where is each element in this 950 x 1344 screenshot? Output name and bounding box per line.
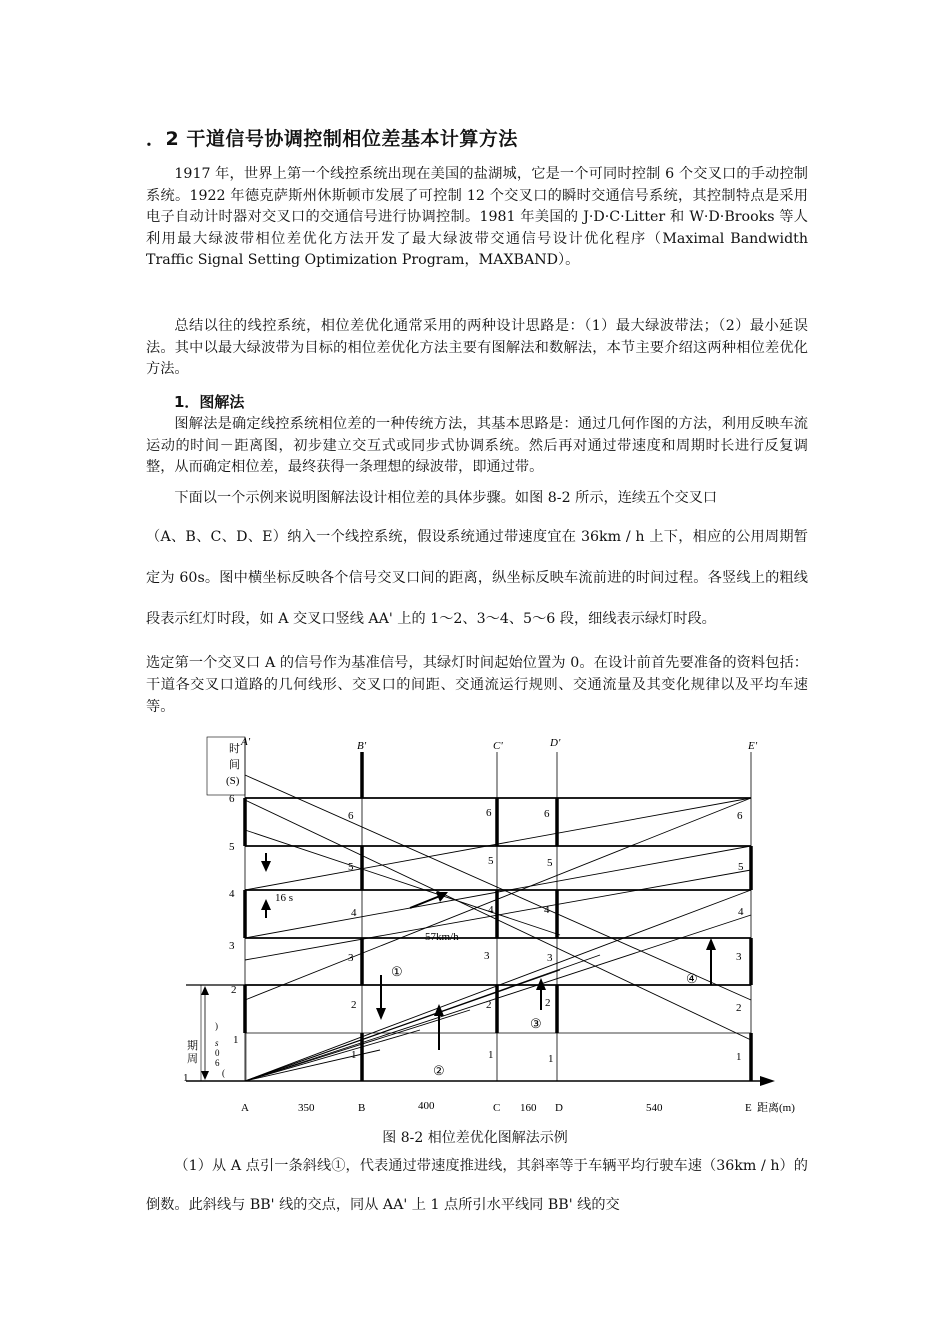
D-4: 4 — [544, 904, 550, 916]
dist-BC: 400 — [418, 1100, 435, 1112]
x-label-A: A — [241, 1102, 249, 1114]
C-1: 1 — [488, 1049, 494, 1061]
paragraph-step-1: （1）从 A 点引一条斜线①，代表通过带速度推进线，其斜率等于车辆平均行驶车速（36km / h）的倒数。此斜线与 BB' 线的交点，同从 AA' 上 1 点所引水平线同 BB' 线的交 — [146, 1158, 808, 1213]
circled-1: ① — [391, 964, 403, 979]
arrow-down-icon — [376, 1008, 386, 1020]
x-label-D: D — [555, 1102, 563, 1114]
y-label-2: 间 — [229, 759, 240, 771]
B-6: 6 — [348, 810, 354, 822]
B-3: 3 — [348, 952, 354, 964]
x-label-B: B — [358, 1102, 366, 1114]
cycle-label-3: ) — [215, 1021, 218, 1031]
E-5: 5 — [738, 861, 744, 873]
C-3: 3 — [484, 950, 490, 962]
B-1: 1 — [351, 1049, 357, 1061]
tick-5: 5 — [229, 841, 235, 853]
label-D-prime: D' — [550, 737, 561, 749]
x-label-C: C — [493, 1102, 501, 1114]
label-B-prime: B' — [357, 740, 367, 752]
dist-AB: 350 — [298, 1102, 315, 1114]
speed-label: 57km/h — [425, 931, 459, 943]
B-2: 2 — [351, 999, 357, 1011]
cycle-label-2: 周 — [187, 1053, 198, 1065]
D-1: 1 — [548, 1053, 554, 1065]
D-3: 3 — [547, 952, 553, 964]
x-axis-arrow-icon — [760, 1076, 775, 1086]
diagram-labels — [183, 736, 795, 1114]
interval-label: 16 s — [275, 892, 294, 904]
tick-6: 6 — [229, 793, 235, 805]
paragraph-history: 1917 年，世界上第一个线控系统出现在美国的盐湖城，它是一个可同时控制 6 个交叉口的手动控制系统。1922 年德克萨斯州休斯顿市发展了可控制 12 个交叉口的瞬时交通信号系统，其控制特点是采用电子自动计时器对交叉口的交通信号进行协调控制。1981 年美国的 J·D·C·Litter 和 W·D·Brooks 等人利用最大绿波带相位差优化方法开发了最大绿波带交通信号设计优化程序（Maximal Bandwidth Traffic Signal Setting Optimization Program，MAXBAND）。 — [146, 166, 808, 269]
arrow-up-icon — [434, 1004, 444, 1016]
E-1: 1 — [736, 1051, 742, 1063]
D-2: 2 — [545, 997, 551, 1009]
B-4: 4 — [351, 907, 357, 919]
D-6: 6 — [544, 808, 550, 820]
circled-4: ④ — [686, 971, 698, 986]
cycle-label-1: 期 — [187, 1040, 198, 1052]
cycle-bracket-box — [201, 985, 246, 1081]
tick-1: 1 — [233, 1034, 239, 1046]
arrow-up-icon — [261, 899, 271, 910]
label-C-prime: C' — [493, 740, 503, 752]
tick-1-axis: 1 — [183, 1072, 189, 1084]
E-3: 3 — [736, 951, 742, 963]
paragraph-example-body: （A、B、C、D、E）纳入一个线控系统，假设系统通过带速度宜在 36km / h 上下，相应的公用周期暂定为 60s。图中横坐标反映各个信号交叉口间的距离，纵坐标反映车流前进的时间过程。各竖线上的粗线段表示红灯时段，如 A 交叉口竖线 AA' 上的 1～2、3～4、5～6 段，细线表示绿灯时段。 — [146, 529, 808, 627]
D-5: 5 — [547, 857, 553, 869]
E-4: 4 — [738, 906, 744, 918]
paragraph-graphic-method: 图解法是确定线控系统相位差的一种传统方法，其基本思路是：通过几何作图的方法，利用反映车流运动的时间－距离图，初步建立交互式或同步式协调系统。然后再对通过带速度和周期时长进行反复调整，从而确定相位差，最终获得一条理想的绿波带，即通过带。 — [146, 416, 808, 476]
tick-4: 4 — [229, 888, 235, 900]
section-title: ．2 干道信号协调控制相位差基本计算方法 — [146, 128, 518, 150]
tick-2: 2 — [231, 984, 237, 996]
paragraph-example-intro: 下面以一个示例来说明图解法设计相位差的具体步骤。如图 8-2 所示，连续五个交叉口 — [174, 490, 718, 506]
label-A-prime: A' — [241, 736, 251, 748]
arrow-up-icon — [536, 978, 546, 990]
dist-DE: 540 — [646, 1102, 663, 1114]
tick-3: 3 — [229, 940, 235, 952]
cycle-label-6: 6 — [215, 1058, 220, 1068]
arrow-down-icon — [261, 861, 271, 872]
C-5: 5 — [488, 855, 494, 867]
red-light-segments — [245, 752, 751, 1081]
paragraph-methods: 总结以往的线控系统，相位差优化通常采用的两种设计思路是：（1）最大绿波带法；（2）最小延误法。其中以最大绿波带为目标的相位差优化方法主要有图解法和数解法，本节主要介绍这两种相位差优化方法。 — [146, 318, 808, 378]
figure-caption: 图 8-2 相位差优化图解法示例 — [382, 1130, 568, 1146]
circled-2: ② — [433, 1063, 445, 1078]
label-E-prime: E' — [748, 740, 758, 752]
C-2: 2 — [486, 999, 492, 1011]
E-2: 2 — [736, 1002, 742, 1014]
dist-CD: 160 — [520, 1102, 537, 1114]
subheading-graphic-method: 1．图解法 — [174, 393, 245, 411]
cycle-label-4: s — [215, 1038, 219, 1048]
y-label-3: (S) — [226, 775, 240, 787]
E-6: 6 — [737, 810, 743, 822]
cycle-label-7: ( — [222, 1068, 225, 1078]
circled-3: ③ — [530, 1016, 542, 1031]
C-6: 6 — [486, 807, 492, 819]
arrow-up-icon — [706, 938, 716, 950]
paragraph-example-body-2: 选定第一个交叉口 A 的信号作为基准信号，其绿灯时间起始位置为 0。在设计前首先要准备的资料包括：干道各交叉口道路的几何线形、交叉口的间距、交通流运行规则、交通流量及其变化规律以及平均车速等。 — [146, 655, 808, 715]
C-4: 4 — [488, 904, 494, 916]
x-axis-label: 距离(m) — [757, 1102, 795, 1114]
x-label-E: E — [745, 1102, 752, 1114]
B-5: 5 — [348, 861, 354, 873]
y-label-1: 时 — [229, 743, 240, 755]
cycle-label-5: 0 — [215, 1048, 220, 1058]
